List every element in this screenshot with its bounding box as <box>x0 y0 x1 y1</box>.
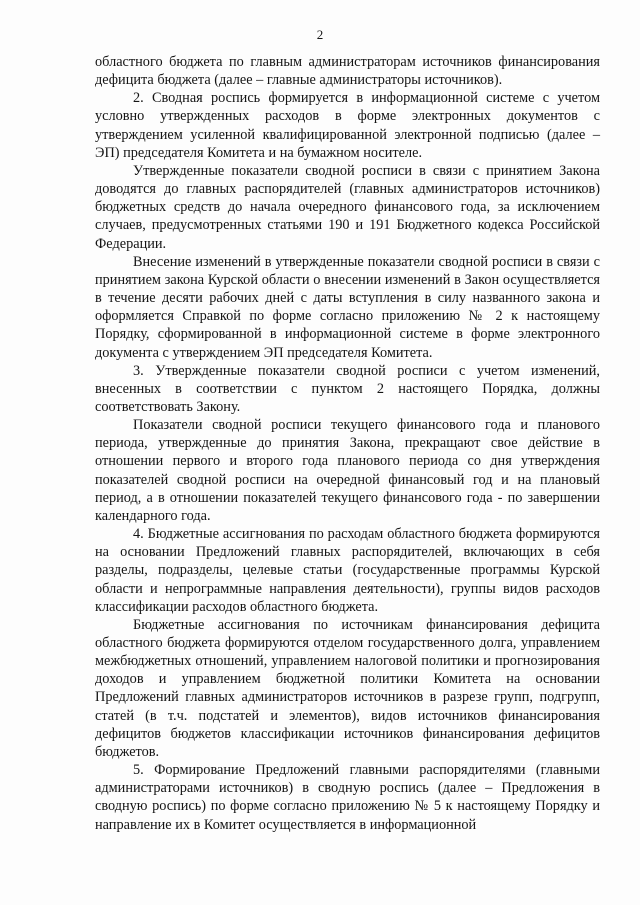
paragraph-item-3: 3. Утвержденные показатели сводной росписи с учетом изменений, внесенных в соответствии с пунктом 2 настоящего Порядка, должны соответствовать Закону. <box>95 362 600 415</box>
paragraph-approved-indicators: Утвержденные показатели сводной росписи в связи с принятием Закона доводятся до главных распорядителей (главных администраторов источников) бюджетных средств до начала очередного финансового года, за исключением случаев, предусмотренных статьями 190 и 191 Бюджетного кодекса Российской Федерации. <box>95 162 600 252</box>
document-body <box>95 53 600 834</box>
paragraph-item-4: 4. Бюджетные ассигнования по расходам областного бюджета формируются на основании Предложений главных распорядителей, включающих в себя разделы, подразделы, целевые статьи (государственные программы Курской области и непрограммные направления деятельности), группы видов расходов классификации расходов областного бюджета. <box>95 526 600 615</box>
paragraph-current-year-indicators: Показатели сводной росписи текущего финансового года и планового периода, утвержденные до принятия Закона, прекращают свое действие в отношении первого и второго года планового периода со дня утверждения показателей сводной росписи на очередной финансовый год и на плановый период, а в отношении показателей текущего финансового года - по завершении календарного года. <box>95 417 600 524</box>
paragraph-deficit-sources: Бюджетные ассигнования по источникам финансирования дефицита областного бюджета формируются отделом государственного долга, управлением межбюджетных отношений, управлением налоговой политики и прогнозирования доходов и управлением бюджетной политики Комитета на основании Предложений главных администраторов источников в разрезе групп, подгрупп, статей (в т.ч. подстатей и элементов), видов источников финансирования дефицитов бюджетов классификации источников финансирования дефицитов бюджетов. <box>95 616 600 760</box>
paragraph-continuation: областного бюджета по главным администраторам источников финансирования дефицита бюджета (далее – главные администраторы источников). <box>95 54 600 89</box>
paragraph-amendments: Внесение изменений в утвержденные показатели сводной росписи в связи с принятием закона Курской области о внесении изменений в Закон осуществляется в течение десяти рабочих дней с даты вступления в силу названного закона и оформляется Справкой по форме согласно приложению № 2 к настоящему Порядку, сформированной в информационной системе в форме электронного документа с утверждением ЭП председателя Комитета. <box>95 253 600 361</box>
page-number: 2 <box>316 27 324 42</box>
paragraph-item-5: 5. Формирование Предложений главными распорядителями (главными администраторами источников) в сводную роспись (далее – Предложения в сводную роспись) по форме согласно приложению № 5 к настоящему Порядку и направление их в Комитет осуществляется в информационной <box>95 762 600 833</box>
paragraph-item-2: 2. Сводная роспись формируется в информационной системе с учетом условно утвержденных расходов в форме электронных документов с утверждением усиленной квалифицированной электронной подписью (далее – ЭП) председателя Комитета и на бумажном носителе. <box>95 90 600 161</box>
